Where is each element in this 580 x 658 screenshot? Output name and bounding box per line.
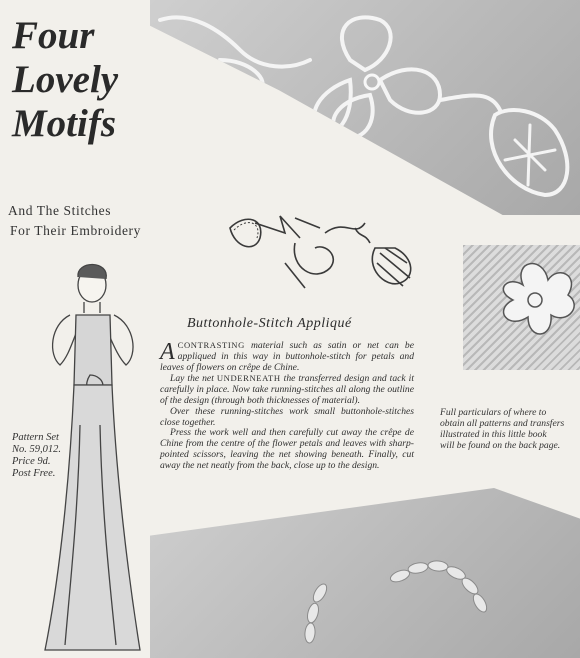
pattern-set-caption <box>12 432 72 480</box>
page-subtitle <box>8 201 158 241</box>
article-body <box>160 340 414 472</box>
article-paragraph-2 <box>160 373 414 406</box>
stitch-diagram-illustration <box>225 208 465 298</box>
flower-motif-illustration <box>150 0 580 215</box>
pattern-line-1: Pattern Set <box>12 432 59 443</box>
petal-outline-illustration <box>463 245 580 370</box>
paragraph-1-text: material such as satin or net can be appliqued in this way in buttonhole-stitch for petals and leaves of flowers on crêpe de Chine. <box>160 340 414 373</box>
drop-cap: A <box>160 339 175 365</box>
page-title <box>12 14 118 146</box>
note-line-1: Full particulars of where to <box>440 407 547 418</box>
subtitle-line-1: And The Stitches <box>8 203 112 218</box>
article-paragraph-3: Over these running-stitches work small buttonhole-stitches close together. <box>160 405 414 428</box>
title-line-3: Motifs <box>12 102 117 145</box>
flower-motif-photo <box>150 0 580 215</box>
article-paragraph-1 <box>160 340 414 373</box>
note-line-4: will be found on the back page. <box>440 440 561 451</box>
pattern-line-3: Price 9d. <box>12 456 51 467</box>
note-line-3: illustrated in this little book <box>440 429 547 440</box>
leaf-wreath-photo <box>150 488 580 658</box>
title-line-1: Four <box>12 14 95 57</box>
paragraph-2-start: Lay the net <box>170 373 217 385</box>
particulars-note <box>440 407 580 451</box>
article-heading: Buttonhole-Stitch Appliqué <box>187 316 352 331</box>
subtitle-line-2: For Their Embroidery <box>10 223 141 238</box>
title-line-2: Lovely <box>12 58 119 101</box>
note-line-2: obtain all patterns and transfers <box>440 418 565 429</box>
paragraph-2-caps: UNDERNEATH <box>216 373 281 384</box>
paragraph-2-text: the transferred design and tack it carefully in place. Now take running-stitches all along the outline of the design (through both thicknesses of material). <box>160 373 414 406</box>
leaf-wreath-illustration <box>150 488 580 658</box>
pattern-line-2: No. 59,012. <box>12 444 62 455</box>
pattern-line-4: Post Free. <box>12 468 56 479</box>
lead-caps: CONTRASTING <box>177 340 245 350</box>
article-paragraph-4: Press the work well and then carefully cut away the crêpe de Chine from the centre of the flower petals and leaves with sharp-pointed scissors, leaving the net showing beneath. Finally, cut away the net neatly from the back, close up to the design. <box>160 427 414 471</box>
net-detail-photo <box>463 245 580 370</box>
